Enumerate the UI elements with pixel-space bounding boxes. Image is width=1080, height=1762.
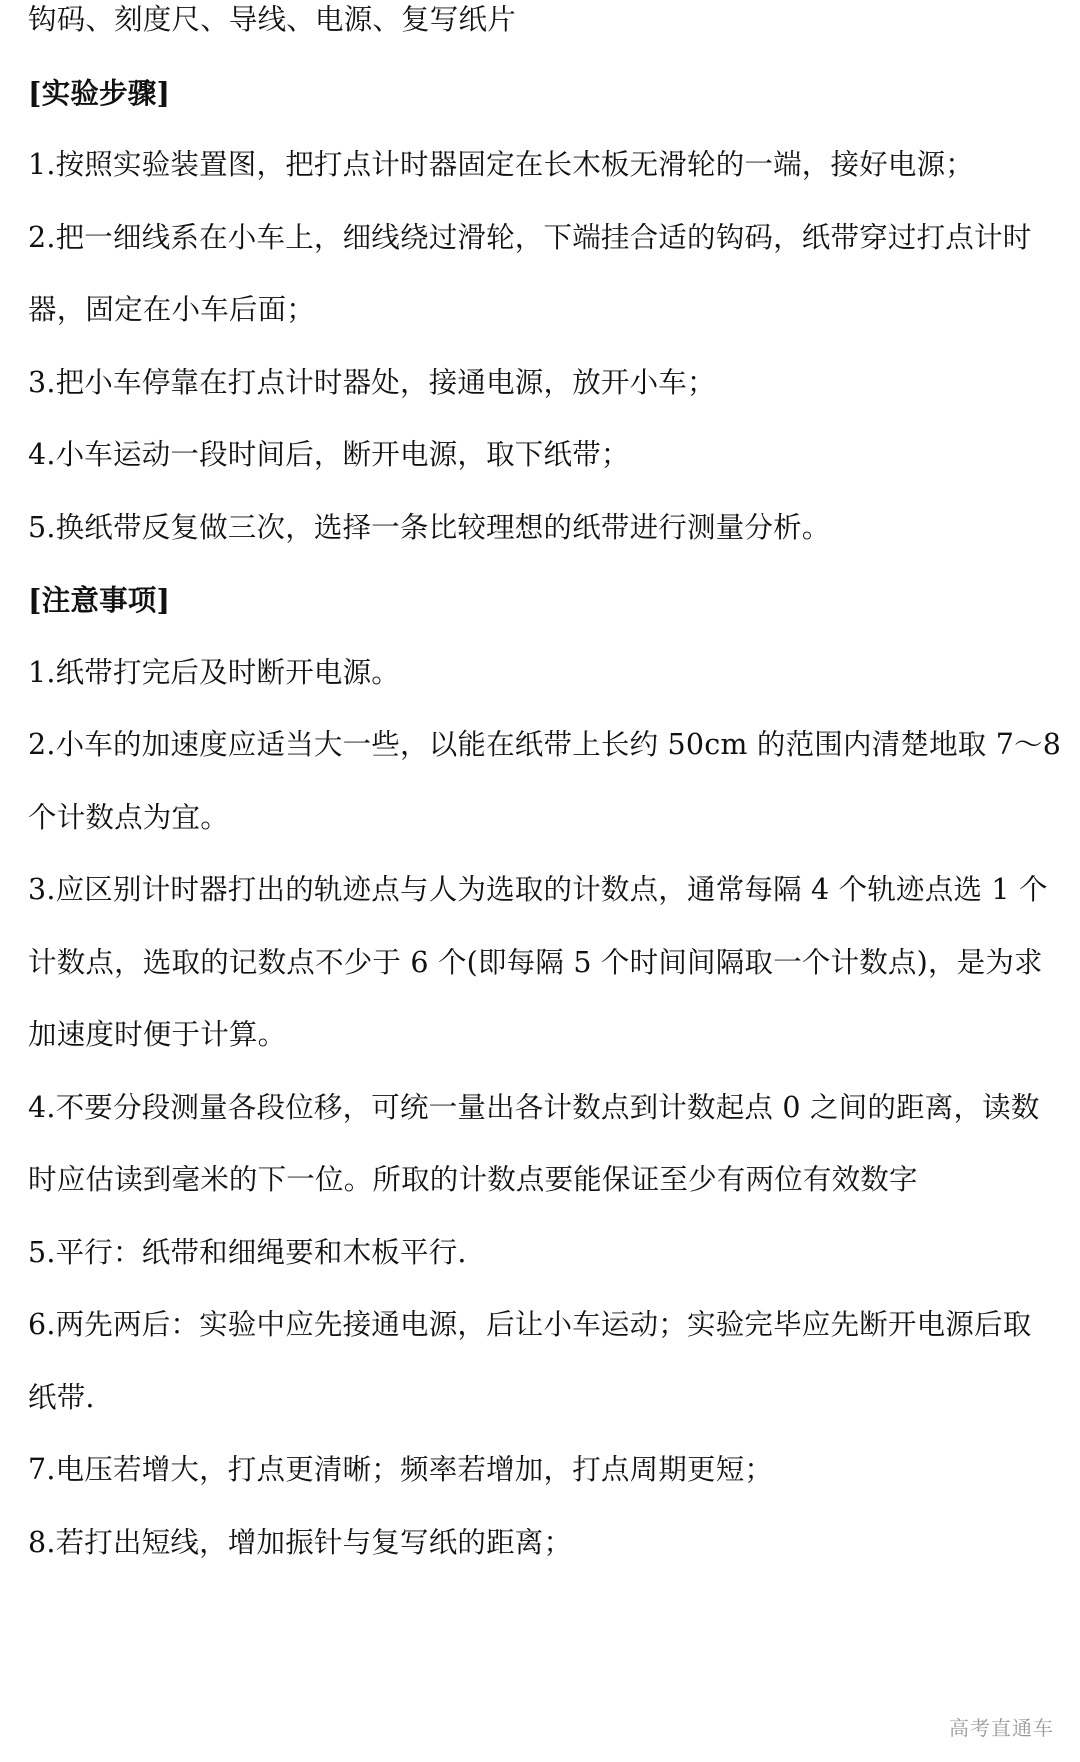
note-3-line-3: 加速度时便于计算。: [28, 1018, 287, 1051]
note-2-line-2: 个计数点为宜。: [28, 801, 229, 834]
step-3: 3.把小车停靠在打点计时器处，接通电源，放开小车；: [28, 366, 716, 399]
note-2-line-1: 2.小车的加速度应适当大一些，以能在纸带上长约 50cm 的范围内清楚地取 7～8: [28, 728, 1062, 761]
materials-line: 钩码、刻度尺、导线、电源、复写纸片: [28, 3, 516, 36]
note-6-line-1: 6.两先两后：实验中应先接通电源，后让小车运动；实验完毕应先断开电源后取: [28, 1308, 1032, 1341]
note-5: 5.平行：纸带和细绳要和木板平行.: [28, 1236, 467, 1269]
note-1: 1.纸带打完后及时断开电源。: [28, 656, 400, 689]
note-8: 8.若打出短线，增加振针与复写纸的距离；: [28, 1526, 573, 1559]
step-2-line-2: 器，固定在小车后面；: [28, 293, 316, 326]
step-5: 5.换纸带反复做三次，选择一条比较理想的纸带进行测量分析。: [28, 511, 831, 544]
note-3-line-1: 3.应区别计时器打出的轨迹点与人为选取的计数点，通常每隔 4 个轨迹点选 1 个: [28, 873, 1048, 906]
step-4: 4.小车运动一段时间后，断开电源，取下纸带；: [28, 438, 630, 471]
watermark: 高考直通车: [949, 1716, 1054, 1740]
note-7: 7.电压若增大，打点更清晰；频率若增加，打点周期更短；: [28, 1453, 774, 1486]
note-6-line-2: 纸带.: [28, 1381, 95, 1414]
notes-heading: [注意事项]: [28, 583, 171, 617]
note-3-line-2: 计数点，选取的记数点不少于 6 个(即每隔 5 个时间间隔取一个计数点)，是为求: [28, 946, 1043, 979]
note-4-line-2: 时应估读到毫米的下一位。所取的计数点要能保证至少有两位有效数字: [28, 1163, 918, 1196]
step-1: 1.按照实验装置图，把打点计时器固定在长木板无滑轮的一端，接好电源；: [28, 148, 974, 181]
step-2-line-1: 2.把一细线系在小车上，细线绕过滑轮，下端挂合适的钩码，纸带穿过打点计时: [28, 221, 1032, 254]
note-4-line-1: 4.不要分段测量各段位移，可统一量出各计数点到计数起点 0 之间的距离，读数: [28, 1091, 1040, 1124]
steps-heading: [实验步骤]: [28, 76, 171, 110]
